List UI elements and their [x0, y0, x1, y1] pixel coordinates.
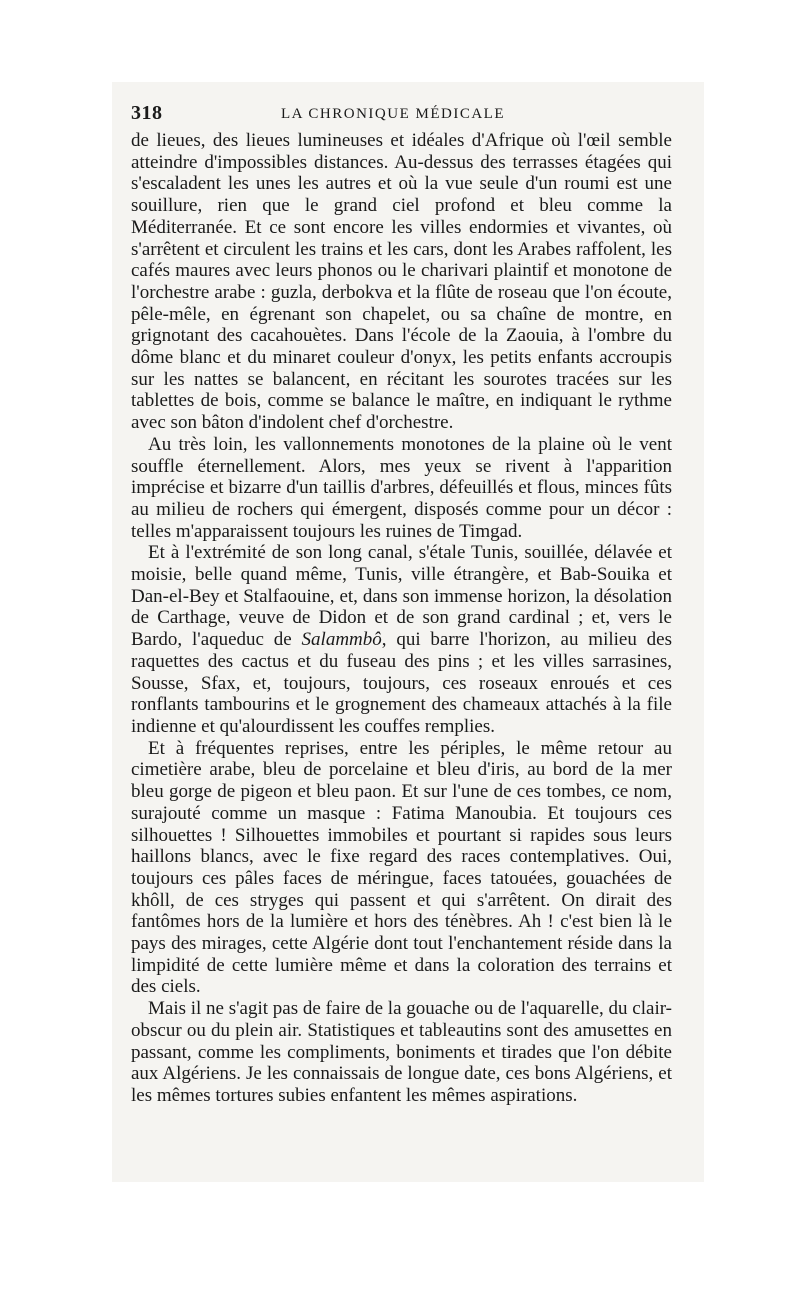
paragraph — [131, 542, 672, 737]
paragraph-text: Et à l'extrémité de son long canal, s'étale Tunis, souillée, délavée et moisie, belle quand même, Tunis, ville étrangère, et Bab-Souika et Dan-el-Bey et Stalfaouine, et, dans son immense horizon, la désolation de Carthage, veuve de Didon et de son grand cardinal ; et, vers le Bardo, l'aqueduc de — [131, 542, 672, 651]
paragraph: Mais il ne s'agit pas de faire de la gouache ou de l'aquarelle, du clair-obscur ou du plein air. Statistiques et tableautins sont des amusettes en passant, comme les compliments, boniments et tirades que l'on débite aux Algériens. Je les connaissais de longue date, ces bons Algériens, et les mêmes tortures subies enfantent les mêmes aspirations. — [131, 998, 673, 1106]
paragraph-text: , qui barre l'horizon, au milieu des raquettes des cactus et du fuseau des pins ; et les villes sarrasines, Sousse, Sfax, et, toujours, toujours, ces roseaux enroués et ces ronflants tambourins et le grognement des chameaux attachés à la file indienne et qu'alourdissent les couffes remplies. — [131, 629, 672, 737]
paragraph: Au très loin, les vallonnements monotones de la plaine où le vent souffle éternellement. Alors, mes yeux se rivent à l'apparition imprécise et bizarre d'un taillis d'arbres, défeuillés et flous, minces fûts au milieu de rochers qui émergent, disposés comme pour un décor : telles m'apparaissent toujours les ruines de Timgad. — [131, 433, 672, 542]
italic-title: Salammbô — [301, 629, 382, 651]
paragraph: de lieues, des lieues lumineuses et idéales d'Afrique où l'œil semble atteindre d'impossibles distances. Au-dessus des terrasses étagées qui s'escaladent les unes les autres et où la vue seule d'un roumi est une souillure, rien que le grand ciel profond et bleu comme la Méditerranée. Et ce sont encore les villes endormies et vivantes, où s'arrêtent et circulent les trains et les cars, dont les Arabes raffolent, les cafés maures avec leurs phonos ou le charivari plaintif et monotone de l'orchestre arabe : guzla, derbokva et la flûte de roseau que l'on écoute, pêle-mêle, en égrenant son chapelet, ou sa chaîne de montre, en grignotant des cacahouètes. Dans l'école de la Zaouia, à l'ombre du dôme blanc et du minaret couleur d'onyx, les petits enfants accroupis sur les nattes se balancent, en récitant les sourotes tracées sur les tablettes de bois, comme se balance le maître, en indiquant le rythme avec son bâton d'indolent chef d'orchestre. — [131, 130, 672, 434]
running-head: LA CHRONIQUE MÉDICALE — [281, 106, 505, 122]
page-header — [131, 102, 672, 128]
page-number: 318 — [131, 102, 163, 124]
paragraph: Et à fréquentes reprises, entre les périples, le même retour au cimetière arabe, bleu de porcelaine et bleu d'iris, au bord de la mer bleu gorge de pigeon et bleu paon. Et sur l'une de ces tombes, ce nom, surajouté comme un masque : Fatima Manoubia. Et toujours ces silhouettes ! Silhouettes immobiles et pourtant si rapides sous leurs haillons blancs, avec le fixe regard des races contemplatives. Oui, toujours ces pâles faces de méringue, faces tatouées, gouachées de khôll, de ces stryges qui passent et qui s'arrêtent. On dirait des fantômes hors de la lumière et hors des ténèbres. Ah ! c'est bien là le pays des mirages, cette Algérie dont tout l'enchantement réside dans la limpidité de cette lumière même et dans la coloration des terrains et des ciels. — [131, 737, 672, 998]
body-text — [131, 130, 672, 1107]
